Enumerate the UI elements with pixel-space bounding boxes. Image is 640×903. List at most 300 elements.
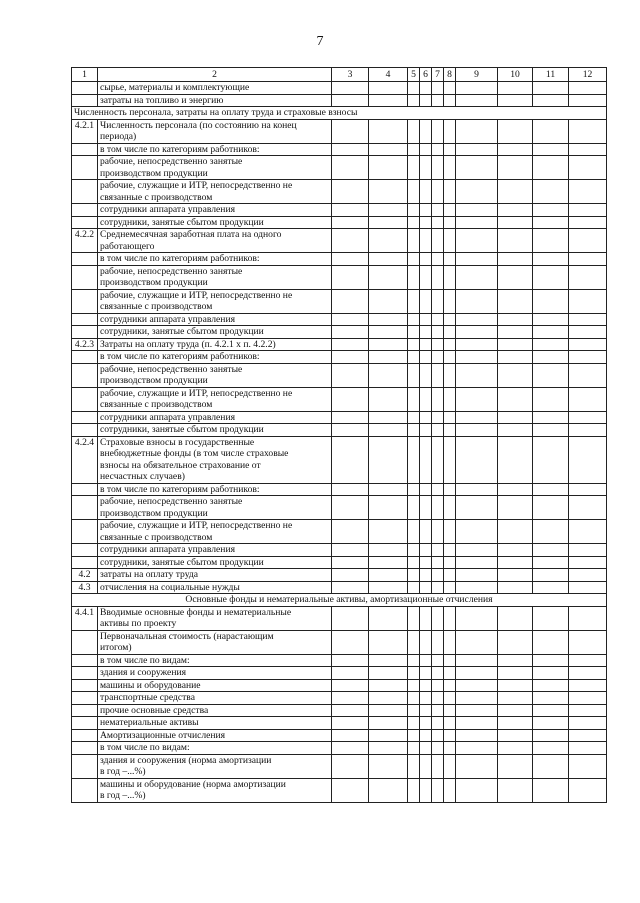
row-label-line: итогом) bbox=[100, 642, 132, 653]
value-cell bbox=[444, 717, 456, 730]
value-cell bbox=[444, 216, 456, 229]
value-cell bbox=[432, 351, 444, 364]
value-cell bbox=[420, 411, 432, 424]
value-cell bbox=[332, 253, 369, 266]
value-cell bbox=[456, 483, 498, 496]
row-label-line: производством продукции bbox=[100, 167, 208, 179]
value-cell bbox=[369, 156, 408, 180]
value-cell bbox=[456, 569, 498, 582]
value-cell bbox=[369, 229, 408, 253]
value-cell bbox=[569, 82, 607, 95]
value-cell bbox=[498, 143, 533, 156]
value-cell bbox=[569, 692, 607, 705]
value-cell bbox=[408, 754, 420, 778]
value-cell bbox=[408, 289, 420, 313]
value-cell bbox=[456, 216, 498, 229]
row-label-line: взносы на обязательное страхование от bbox=[100, 459, 261, 471]
value-cell bbox=[533, 729, 569, 742]
value-cell bbox=[369, 411, 408, 424]
value-cell bbox=[533, 180, 569, 204]
value-cell bbox=[456, 143, 498, 156]
value-cell bbox=[369, 606, 408, 630]
value-cell bbox=[456, 424, 498, 437]
value-cell bbox=[332, 204, 369, 217]
value-cell bbox=[533, 351, 569, 364]
value-cell bbox=[420, 754, 432, 778]
row-label-line: сотрудники аппарата управления bbox=[100, 411, 235, 423]
value-cell bbox=[444, 556, 456, 569]
row-label bbox=[98, 742, 332, 755]
value-cell bbox=[408, 424, 420, 437]
value-cell bbox=[569, 483, 607, 496]
row-label-line: сырье, материалы и комплектующие bbox=[100, 82, 250, 93]
value-cell bbox=[456, 496, 498, 520]
value-cell bbox=[420, 556, 432, 569]
value-cell bbox=[408, 216, 420, 229]
value-cell bbox=[498, 496, 533, 520]
value-cell bbox=[369, 667, 408, 680]
value-cell bbox=[408, 496, 420, 520]
row-number bbox=[72, 156, 98, 180]
value-cell bbox=[569, 313, 607, 326]
value-cell bbox=[533, 544, 569, 557]
value-cell bbox=[432, 654, 444, 667]
value-cell bbox=[569, 717, 607, 730]
value-cell bbox=[444, 729, 456, 742]
value-cell bbox=[432, 216, 444, 229]
value-cell bbox=[456, 253, 498, 266]
value-cell bbox=[408, 742, 420, 755]
value-cell bbox=[569, 581, 607, 594]
value-cell bbox=[420, 253, 432, 266]
value-cell bbox=[456, 667, 498, 680]
value-cell bbox=[408, 82, 420, 95]
row-label-line: работающего bbox=[100, 240, 155, 252]
value-cell bbox=[569, 253, 607, 266]
value-cell bbox=[569, 143, 607, 156]
value-cell bbox=[533, 654, 569, 667]
table-row bbox=[72, 556, 607, 569]
value-cell bbox=[420, 679, 432, 692]
row-number: 4.2.2 bbox=[72, 229, 98, 253]
value-cell bbox=[332, 289, 369, 313]
value-cell bbox=[569, 338, 607, 351]
value-cell bbox=[369, 82, 408, 95]
row-label bbox=[98, 289, 332, 313]
value-cell bbox=[432, 326, 444, 339]
value-cell bbox=[498, 326, 533, 339]
row-label-line: рабочие, служащие и ИТР, непосредственно не bbox=[100, 520, 293, 531]
value-cell bbox=[533, 520, 569, 544]
value-cell bbox=[369, 692, 408, 705]
value-cell bbox=[420, 496, 432, 520]
value-cell bbox=[432, 544, 444, 557]
value-cell bbox=[420, 289, 432, 313]
value-cell bbox=[569, 204, 607, 217]
value-cell bbox=[444, 180, 456, 204]
value-cell bbox=[569, 520, 607, 544]
row-number bbox=[72, 313, 98, 326]
row-label-line: Среднемесячная заработная плата на одного bbox=[100, 229, 282, 240]
table-row bbox=[72, 289, 607, 313]
value-cell bbox=[432, 265, 444, 289]
value-cell bbox=[498, 778, 533, 802]
value-cell bbox=[444, 363, 456, 387]
table-row bbox=[72, 692, 607, 705]
row-number bbox=[72, 704, 98, 717]
table-row bbox=[72, 424, 607, 437]
table-row bbox=[72, 729, 607, 742]
value-cell bbox=[569, 424, 607, 437]
value-cell bbox=[408, 143, 420, 156]
value-cell bbox=[432, 338, 444, 351]
table-row bbox=[72, 778, 607, 802]
value-cell bbox=[569, 667, 607, 680]
value-cell bbox=[369, 387, 408, 411]
row-label-line: рабочие, непосредственно занятые bbox=[100, 363, 243, 375]
value-cell bbox=[456, 742, 498, 755]
row-label bbox=[98, 606, 332, 630]
value-cell bbox=[533, 717, 569, 730]
value-cell bbox=[332, 265, 369, 289]
table-row bbox=[72, 544, 607, 557]
value-cell bbox=[408, 351, 420, 364]
value-cell bbox=[456, 229, 498, 253]
row-label bbox=[98, 436, 332, 483]
value-cell bbox=[420, 630, 432, 654]
value-cell bbox=[456, 156, 498, 180]
row-number bbox=[72, 729, 98, 742]
row-label-line: машины и оборудование bbox=[100, 679, 201, 691]
row-label bbox=[98, 496, 332, 520]
value-cell bbox=[420, 704, 432, 717]
value-cell bbox=[332, 544, 369, 557]
value-cell bbox=[369, 729, 408, 742]
value-cell bbox=[456, 265, 498, 289]
value-cell bbox=[569, 326, 607, 339]
value-cell bbox=[444, 581, 456, 594]
value-cell bbox=[369, 119, 408, 143]
value-cell bbox=[533, 436, 569, 483]
row-label-line: связанные с производством bbox=[100, 531, 213, 543]
value-cell bbox=[408, 265, 420, 289]
value-cell bbox=[408, 119, 420, 143]
value-cell bbox=[456, 326, 498, 339]
value-cell bbox=[569, 156, 607, 180]
value-cell bbox=[420, 363, 432, 387]
value-cell bbox=[444, 156, 456, 180]
value-cell bbox=[569, 411, 607, 424]
value-cell bbox=[432, 742, 444, 755]
value-cell bbox=[332, 778, 369, 802]
value-cell bbox=[498, 754, 533, 778]
row-label-line: рабочие, непосредственно занятые bbox=[100, 156, 243, 167]
row-label bbox=[98, 483, 332, 496]
value-cell bbox=[332, 82, 369, 95]
value-cell bbox=[533, 556, 569, 569]
value-cell bbox=[444, 351, 456, 364]
value-cell bbox=[420, 180, 432, 204]
value-cell bbox=[432, 119, 444, 143]
table-row bbox=[72, 119, 607, 143]
table-row bbox=[72, 338, 607, 351]
table-row bbox=[72, 754, 607, 778]
value-cell bbox=[456, 692, 498, 705]
value-cell bbox=[498, 729, 533, 742]
value-cell bbox=[444, 313, 456, 326]
table-row bbox=[72, 520, 607, 544]
row-number: 4.4.1 bbox=[72, 606, 98, 630]
table-row bbox=[72, 717, 607, 730]
row-label bbox=[98, 180, 332, 204]
row-label-line: рабочие, непосредственно занятые bbox=[100, 496, 243, 507]
value-cell bbox=[332, 326, 369, 339]
value-cell bbox=[498, 424, 533, 437]
value-cell bbox=[569, 556, 607, 569]
value-cell bbox=[569, 363, 607, 387]
row-number bbox=[72, 630, 98, 654]
value-cell bbox=[456, 338, 498, 351]
row-label bbox=[98, 754, 332, 778]
table-row bbox=[72, 679, 607, 692]
value-cell bbox=[456, 411, 498, 424]
value-cell bbox=[332, 679, 369, 692]
value-cell bbox=[444, 704, 456, 717]
table-row bbox=[72, 569, 607, 582]
value-cell bbox=[369, 754, 408, 778]
value-cell bbox=[408, 679, 420, 692]
row-label-line: в год –...%) bbox=[100, 766, 146, 777]
value-cell bbox=[420, 265, 432, 289]
value-cell bbox=[432, 754, 444, 778]
value-cell bbox=[498, 581, 533, 594]
value-cell bbox=[432, 156, 444, 180]
value-cell bbox=[533, 606, 569, 630]
row-number bbox=[72, 204, 98, 217]
column-header: 4 bbox=[369, 68, 408, 82]
value-cell bbox=[420, 729, 432, 742]
value-cell bbox=[408, 156, 420, 180]
value-cell bbox=[432, 520, 444, 544]
value-cell bbox=[533, 338, 569, 351]
value-cell bbox=[369, 556, 408, 569]
value-cell bbox=[332, 569, 369, 582]
row-label-line: здания и сооружения bbox=[100, 667, 187, 678]
table-row bbox=[72, 411, 607, 424]
column-header: 5 bbox=[408, 68, 420, 82]
table-row bbox=[72, 704, 607, 717]
value-cell bbox=[432, 204, 444, 217]
row-label-line: в том числе по категориям работников: bbox=[100, 483, 260, 495]
value-cell bbox=[408, 556, 420, 569]
value-cell bbox=[408, 717, 420, 730]
value-cell bbox=[456, 313, 498, 326]
table-row bbox=[72, 143, 607, 156]
value-cell bbox=[369, 326, 408, 339]
value-cell bbox=[408, 569, 420, 582]
value-cell bbox=[332, 436, 369, 483]
data-table bbox=[71, 67, 607, 803]
value-cell bbox=[498, 156, 533, 180]
value-cell bbox=[420, 216, 432, 229]
value-cell bbox=[408, 387, 420, 411]
value-cell bbox=[444, 338, 456, 351]
value-cell bbox=[456, 717, 498, 730]
row-label bbox=[98, 229, 332, 253]
value-cell bbox=[369, 778, 408, 802]
row-label bbox=[98, 265, 332, 289]
row-label-line: машины и оборудование (норма амортизации bbox=[100, 778, 286, 790]
value-cell bbox=[332, 581, 369, 594]
row-number bbox=[72, 717, 98, 730]
row-label-line: в том числе по видам: bbox=[100, 742, 190, 753]
value-cell bbox=[420, 606, 432, 630]
value-cell bbox=[444, 229, 456, 253]
row-label bbox=[98, 156, 332, 180]
value-cell bbox=[332, 606, 369, 630]
value-cell bbox=[369, 363, 408, 387]
table-row bbox=[72, 82, 607, 95]
value-cell bbox=[456, 654, 498, 667]
column-header: 12 bbox=[569, 68, 607, 82]
value-cell bbox=[332, 216, 369, 229]
value-cell bbox=[432, 692, 444, 705]
table-row bbox=[72, 363, 607, 387]
value-cell bbox=[432, 569, 444, 582]
value-cell bbox=[420, 436, 432, 483]
value-cell bbox=[444, 436, 456, 483]
value-cell bbox=[332, 313, 369, 326]
value-cell bbox=[498, 556, 533, 569]
value-cell bbox=[432, 778, 444, 802]
value-cell bbox=[498, 606, 533, 630]
row-label-line: связанные с производством bbox=[100, 301, 213, 312]
value-cell bbox=[456, 204, 498, 217]
value-cell bbox=[444, 204, 456, 217]
value-cell bbox=[456, 606, 498, 630]
column-header: 3 bbox=[332, 68, 369, 82]
value-cell bbox=[420, 692, 432, 705]
value-cell bbox=[456, 94, 498, 107]
row-label bbox=[98, 326, 332, 339]
column-header: 2 bbox=[98, 68, 332, 82]
value-cell bbox=[420, 717, 432, 730]
row-number bbox=[72, 520, 98, 544]
value-cell bbox=[498, 742, 533, 755]
row-label bbox=[98, 411, 332, 424]
value-cell bbox=[332, 520, 369, 544]
row-number bbox=[72, 692, 98, 705]
value-cell bbox=[369, 424, 408, 437]
value-cell bbox=[432, 82, 444, 95]
value-cell bbox=[444, 387, 456, 411]
row-number bbox=[72, 424, 98, 437]
value-cell bbox=[569, 754, 607, 778]
value-cell bbox=[332, 654, 369, 667]
row-number bbox=[72, 411, 98, 424]
value-cell bbox=[420, 569, 432, 582]
value-cell bbox=[533, 754, 569, 778]
row-label-line: Затраты на оплату труда (п. 4.2.1 х п. 4.2.2) bbox=[100, 338, 276, 350]
value-cell bbox=[369, 630, 408, 654]
value-cell bbox=[432, 436, 444, 483]
value-cell bbox=[498, 338, 533, 351]
column-header: 8 bbox=[444, 68, 456, 82]
value-cell bbox=[444, 496, 456, 520]
value-cell bbox=[533, 119, 569, 143]
value-cell bbox=[569, 436, 607, 483]
value-cell bbox=[432, 581, 444, 594]
value-cell bbox=[498, 363, 533, 387]
value-cell bbox=[432, 387, 444, 411]
section-title: Основные фонды и нематериальные активы, амортизационные отчисления bbox=[72, 594, 607, 607]
row-label-line: затраты на оплату труда bbox=[100, 569, 199, 580]
table-row bbox=[72, 351, 607, 364]
value-cell bbox=[498, 204, 533, 217]
row-number: 4.2 bbox=[72, 569, 98, 582]
row-label-line: связанные с производством bbox=[100, 191, 213, 203]
value-cell bbox=[408, 692, 420, 705]
value-cell bbox=[369, 204, 408, 217]
row-number bbox=[72, 483, 98, 496]
value-cell bbox=[533, 630, 569, 654]
row-number bbox=[72, 216, 98, 229]
value-cell bbox=[432, 483, 444, 496]
row-label-line: рабочие, непосредственно занятые bbox=[100, 265, 243, 277]
row-label-line: сотрудники, занятые сбытом продукции bbox=[100, 424, 264, 435]
row-label bbox=[98, 216, 332, 229]
row-label-line: прочие основные средства bbox=[100, 704, 209, 716]
value-cell bbox=[369, 313, 408, 326]
row-label-line: Страховые взносы в государственные bbox=[100, 436, 255, 448]
row-label-line: рабочие, служащие и ИТР, непосредственно не bbox=[100, 387, 293, 399]
value-cell bbox=[432, 229, 444, 253]
value-cell bbox=[369, 216, 408, 229]
value-cell bbox=[420, 742, 432, 755]
value-cell bbox=[444, 265, 456, 289]
column-header: 1 bbox=[72, 68, 98, 82]
value-cell bbox=[408, 606, 420, 630]
value-cell bbox=[444, 667, 456, 680]
value-cell bbox=[432, 411, 444, 424]
table-row bbox=[72, 496, 607, 520]
value-cell bbox=[420, 544, 432, 557]
row-label-line: сотрудники, занятые сбытом продукции bbox=[100, 326, 264, 337]
value-cell bbox=[420, 143, 432, 156]
value-cell bbox=[408, 326, 420, 339]
value-cell bbox=[444, 483, 456, 496]
row-label bbox=[98, 143, 332, 156]
row-label-line: сотрудники, занятые сбытом продукции bbox=[100, 216, 264, 228]
row-number bbox=[72, 265, 98, 289]
value-cell bbox=[408, 204, 420, 217]
value-cell bbox=[332, 483, 369, 496]
column-header: 6 bbox=[420, 68, 432, 82]
row-label-line: производством продукции bbox=[100, 375, 208, 386]
value-cell bbox=[408, 729, 420, 742]
row-label bbox=[98, 204, 332, 217]
row-number bbox=[72, 496, 98, 520]
value-cell bbox=[498, 94, 533, 107]
row-label-line: в том числе по категориям работников: bbox=[100, 351, 260, 362]
column-header: 7 bbox=[432, 68, 444, 82]
row-label-line: сотрудники аппарата управления bbox=[100, 204, 235, 215]
value-cell bbox=[408, 411, 420, 424]
value-cell bbox=[420, 387, 432, 411]
row-label-line: отчисления на социальные нужды bbox=[100, 581, 240, 593]
value-cell bbox=[408, 313, 420, 326]
table-row bbox=[72, 204, 607, 217]
